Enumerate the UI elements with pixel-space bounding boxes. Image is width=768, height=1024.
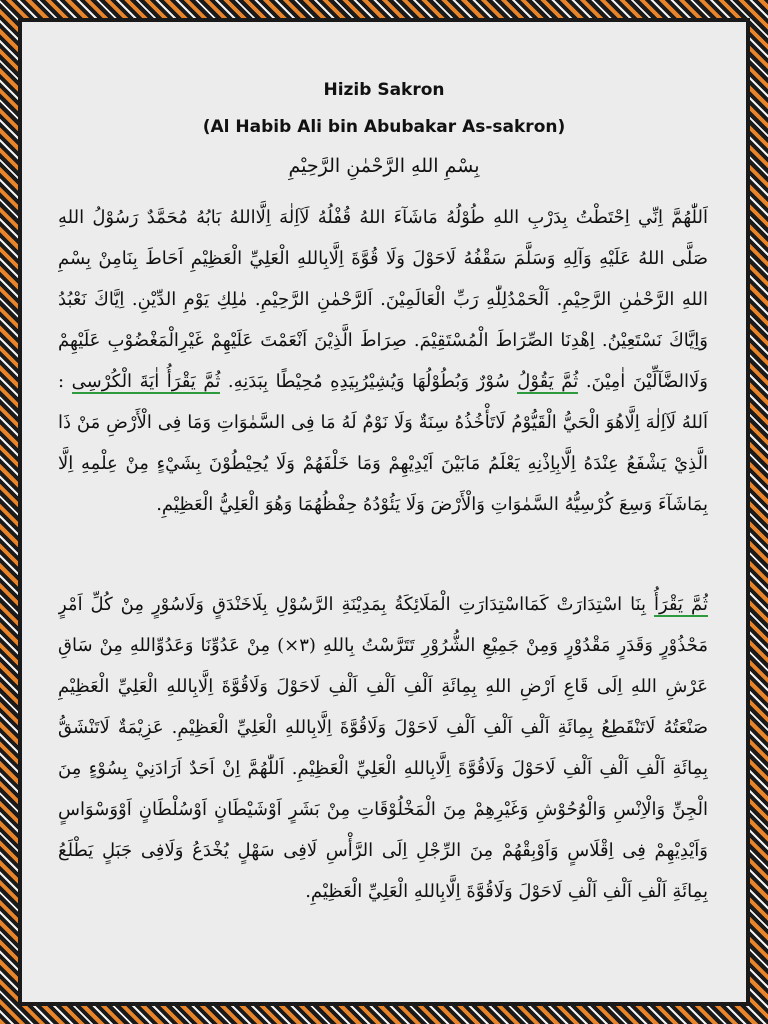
highlight-thumma-yaqra: ثُمَّ يَقْرَأُ <box>654 594 708 615</box>
paragraph-1-text-a: اَللّٰهُمَّ اِنِّي اِحْتَطْتُ بِدَرْبِ اللهِ طُوْلُهُ مَاشَآءَ اللهُ قُفْلُهُ لَآاِلٰهَ اِلَّااللهُ بَابُهُ مُحَمَّدٌ رَسُوْلُ اللهِ صَلَّى اللهُ عَلَيْهِ وَآلِهِ وَسَلَّمَ سَقْفُهُ لَاحَوْلَ وَلَا قُوَّةَ اِلَّابِاللهِ الْعَلِيِّ الْعَظِيْمِ اَحَاطَ بِنَامِنْ بِسْمِ اللهِ الرَّحْمٰنِ الرَّحِيْمِ. اَلْحَمْدُلِلّٰهِ رَبِّ الْعَالَمِيْنَ. اَلرَّحْمٰنِ الرَّحِيْمِ. مٰلِكِ يَوْمِ الدِّيْنِ. اِيَّاكَ نَعْبُدُ وَاِيَّاكَ نَسْتَعِيْنُ. اِهْدِنَا الصِّرَاطَ الْمُسْتَقِيْمَ. صِرَاطَ الَّذِيْنَ اَنْعَمْتَ عَلَيْهِمْ غَيْرِالْمَغْضُوْبِ عَلَيْهِمْ وَلَاالضَّآلِّيْنَ اٰمِيْنَ. <box>58 207 708 392</box>
document-subtitle: (Al Habib Ali bin Abubakar As-sakron) <box>202 117 566 137</box>
paragraph-1 <box>58 197 708 569</box>
highlight-thumma-yaqulu: ثُمَّ يَقُوْلُ <box>517 371 579 392</box>
basmala-line: بِسْمِ اللهِ الرَّحْمٰنِ الرَّحِيْمِ <box>288 155 480 177</box>
paragraph-2 <box>58 584 708 924</box>
document-title: Hizib Sakron <box>323 80 445 100</box>
paragraph-1-text-c: : اَللهُ لَآاِلٰهَ اِلَّاهُوَ الْحَيُّ الْقَيُّوْمُ لَاتَأْخُذُهُ سِنَةٌ وَلَا نَوْمٌ لَهُ مَا فِى السَّمٰوَاتِ وَمَا فِى الْأَرْضِ مَنْ ذَا الَّذِيْ يَشْفَعُ عِنْدَهُ اِلَّابِاِذْنِهِ يَعْلَمُ مَابَيْنَ اَيْدِيْهِمْ وَمَا خَلْفَهُمْ وَلَا يُحِيْطُوْنَ بِشَيْءٍ مِنْ عِلْمِهِ اِلَّا بِمَاشَآءَ وَسِعَ كُرْسِيُّهُ السَّمٰوَاتِ وَالْأَرْضَ وَلَا يَئُوْدُهُ حِفْظُهُمَا وَهُوَ الْعَلِيُّ الْعَظِيْمِ. <box>58 371 708 515</box>
highlight-ayat-kursi: ثُمَّ يَقْرَأُ اٰيَةَ الْكُرْسِى <box>71 371 221 392</box>
document-page <box>22 22 746 1002</box>
paragraph-1-text-b: سُوْرٌ وَبُطُوْلُهَا وَيُشِيْرُبِيَدِهِ مُحِيْطًا بِبَدَنِهِ. <box>227 371 510 392</box>
paragraph-2-text-a: بِنَا اسْتِدَارَتْ كَمَااسْتِدَارَتِ الْمَلَائِكَةُ بِمَدِيْنَةِ الرَّسُوْلِ بِلَاخَنْدَقٍ وَلَاسُوْرٍ مِنْ كُلِّ اَمْرٍ مَحْذُوْرٍ وَقَدَرٍ مَقْدُوْرٍ وَمِنْ جَمِيْعِ الشُّرُوْرِ تَتَرَّسْتُ بِاللهِ (٣×) مِنْ عَدُوِّنَا وَعَدُوِّاللهِ مِنْ سَاقِ عَرْشِ اللهِ اِلَى قَاعِ اَرْضِ اللهِ بِمِائَةِ اَلْفِ اَلْفِ اَلْفِ لَاحَوْلَ وَلَاقُوَّةَ اِلَّابِاللهِ الْعَلِيِّ الْعَظِيْمِ صَنْعَتُهُ لَاتَنْقَطِعُ بِمِائَةِ اَلْفِ اَلْفِ اَلْفِ لَاحَوْلَ وَلَاقُوَّةَ اِلَّابِاللهِ الْعَلِيِّ الْعَظِيْمِ. عَزِيْمَةٌ لَاتَنْشَقُّ بِمِائَةِ اَلْفِ اَلْفِ اَلْفِ لَاحَوْلَ وَلَاقُوَّةَ اِلَّابِاللهِ الْعَلِيِّ الْعَظِيْمِ. اَللّٰهُمَّ اِنْ اَحَدٌ اَرَادَنِيْ بِسُوْءٍ مِنَ الْجِنِّ وَالْاِنْسِ وَالْوُحُوْشِ وَغَيْرِهِمْ مِنَ الْمَخْلُوْقَاتِ مِنْ بَشَرٍ اَوْشَيْطَانٍ اَوْسُلْطَانٍ اَوْوَسْوَاسٍ وَاَيْدِيْهِمْ فِى اِقْلَاسٍ وَاَوْبِقْهُمْ مِنَ الرِّجْلِ اِلَى الرَّأْسِ لَافِى سَهْلٍ يُخْدَعُ وَلَافِى جَبَلٍ يَطْلَعُ بِمِائَةِ اَلْفِ اَلْفِ اَلْفِ لَاحَوْلَ وَلَاقُوَّةَ اِلَّابِاللهِ الْعَلِيِّ الْعَظِيْمِ. <box>58 594 708 902</box>
